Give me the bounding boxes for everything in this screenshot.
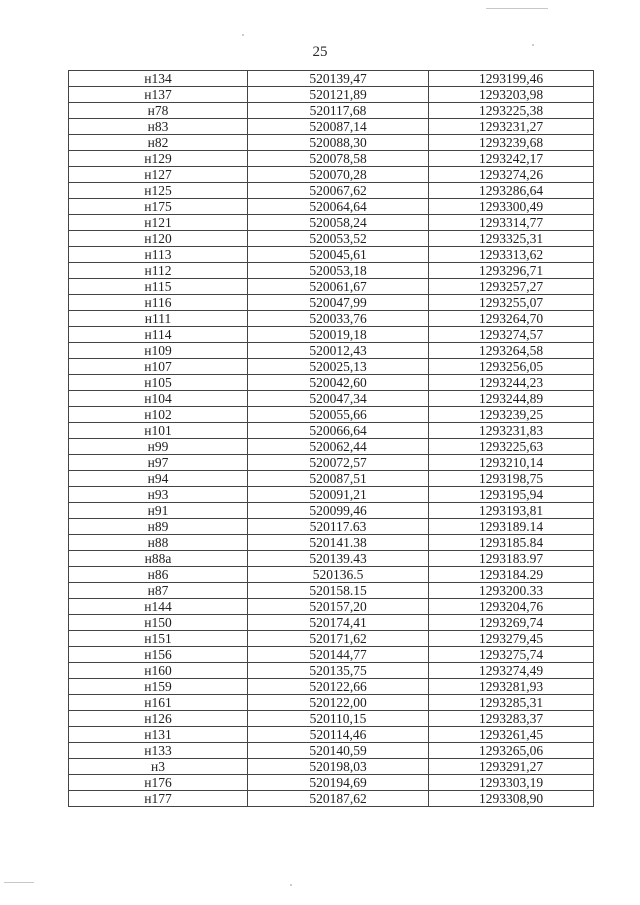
- point-number-cell: н94: [69, 471, 248, 487]
- x-coordinate-cell: 520171,62: [248, 631, 429, 647]
- x-coordinate-cell: 520121,89: [248, 87, 429, 103]
- y-coordinate-cell: 1293264,70: [429, 311, 594, 327]
- point-number-cell: н3: [69, 759, 248, 775]
- y-coordinate-cell: 1293244,89: [429, 391, 594, 407]
- y-coordinate-cell: 1293313,62: [429, 247, 594, 263]
- point-number-cell: н137: [69, 87, 248, 103]
- y-coordinate-cell: 1293242,17: [429, 151, 594, 167]
- y-coordinate-cell: 1293281,93: [429, 679, 594, 695]
- table-row: [69, 375, 594, 391]
- y-coordinate-cell: 1293279,45: [429, 631, 594, 647]
- x-coordinate-cell: 520062,44: [248, 439, 429, 455]
- x-coordinate-cell: 520047,34: [248, 391, 429, 407]
- table-row: [69, 551, 594, 567]
- point-number-cell: н127: [69, 167, 248, 183]
- x-coordinate-cell: 520135,75: [248, 663, 429, 679]
- point-number-cell: н160: [69, 663, 248, 679]
- y-coordinate-cell: 1293291,27: [429, 759, 594, 775]
- point-number-cell: н91: [69, 503, 248, 519]
- table-row: [69, 503, 594, 519]
- x-coordinate-cell: 520144,77: [248, 647, 429, 663]
- x-coordinate-cell: 520025,13: [248, 359, 429, 375]
- point-number-cell: н109: [69, 343, 248, 359]
- y-coordinate-cell: 1293285,31: [429, 695, 594, 711]
- x-coordinate-cell: 520099,46: [248, 503, 429, 519]
- table-row: [69, 487, 594, 503]
- point-number-cell: н177: [69, 791, 248, 807]
- x-coordinate-cell: 520033,76: [248, 311, 429, 327]
- y-coordinate-cell: 1293199,46: [429, 71, 594, 87]
- x-coordinate-cell: 520045,61: [248, 247, 429, 263]
- y-coordinate-cell: 1293231,83: [429, 423, 594, 439]
- y-coordinate-cell: 1293275,74: [429, 647, 594, 663]
- x-coordinate-cell: 520087,51: [248, 471, 429, 487]
- y-coordinate-cell: 1293325,31: [429, 231, 594, 247]
- table-row: [69, 759, 594, 775]
- y-coordinate-cell: 1293274,49: [429, 663, 594, 679]
- x-coordinate-cell: 520064,64: [248, 199, 429, 215]
- point-number-cell: н114: [69, 327, 248, 343]
- scan-artifact-top-right: [486, 8, 548, 9]
- page-number: 25: [312, 44, 328, 60]
- point-number-cell: н93: [69, 487, 248, 503]
- table-row: [69, 295, 594, 311]
- scan-artifact-dot: [290, 884, 292, 886]
- x-coordinate-cell: 520067,62: [248, 183, 429, 199]
- point-number-cell: н82: [69, 135, 248, 151]
- table-row: [69, 679, 594, 695]
- table-row: [69, 535, 594, 551]
- x-coordinate-cell: 520012,43: [248, 343, 429, 359]
- table-row: [69, 599, 594, 615]
- y-coordinate-cell: 1293256,05: [429, 359, 594, 375]
- table-row: [69, 119, 594, 135]
- y-coordinate-cell: 1293189.14: [429, 519, 594, 535]
- x-coordinate-cell: 520053,18: [248, 263, 429, 279]
- scan-artifact-dot: [242, 34, 244, 36]
- point-number-cell: н111: [69, 311, 248, 327]
- y-coordinate-cell: 1293303,19: [429, 775, 594, 791]
- y-coordinate-cell: 1293195,94: [429, 487, 594, 503]
- y-coordinate-cell: 1293257,27: [429, 279, 594, 295]
- point-number-cell: н151: [69, 631, 248, 647]
- table-row: [69, 87, 594, 103]
- table-row: [69, 199, 594, 215]
- x-coordinate-cell: 520122,66: [248, 679, 429, 695]
- x-coordinate-cell: 520110,15: [248, 711, 429, 727]
- point-number-cell: н78: [69, 103, 248, 119]
- x-coordinate-cell: 520061,67: [248, 279, 429, 295]
- point-number-cell: н156: [69, 647, 248, 663]
- y-coordinate-cell: 1293183.97: [429, 551, 594, 567]
- table-row: [69, 423, 594, 439]
- point-number-cell: н134: [69, 71, 248, 87]
- point-number-cell: н126: [69, 711, 248, 727]
- x-coordinate-cell: 520194,69: [248, 775, 429, 791]
- point-number-cell: н150: [69, 615, 248, 631]
- y-coordinate-cell: 1293193,81: [429, 503, 594, 519]
- table-row: [69, 775, 594, 791]
- y-coordinate-cell: 1293239,68: [429, 135, 594, 151]
- table-row: [69, 631, 594, 647]
- point-number-cell: н101: [69, 423, 248, 439]
- table-row: [69, 583, 594, 599]
- x-coordinate-cell: 520053,52: [248, 231, 429, 247]
- y-coordinate-cell: 1293308,90: [429, 791, 594, 807]
- x-coordinate-cell: 520088,30: [248, 135, 429, 151]
- x-coordinate-cell: 520078,58: [248, 151, 429, 167]
- x-coordinate-cell: 520117.63: [248, 519, 429, 535]
- y-coordinate-cell: 1293296,71: [429, 263, 594, 279]
- point-number-cell: н175: [69, 199, 248, 215]
- x-coordinate-cell: 520139.43: [248, 551, 429, 567]
- y-coordinate-cell: 1293274,26: [429, 167, 594, 183]
- x-coordinate-cell: 520187,62: [248, 791, 429, 807]
- table-row: [69, 343, 594, 359]
- point-number-cell: н97: [69, 455, 248, 471]
- table-row: [69, 711, 594, 727]
- x-coordinate-cell: 520072,57: [248, 455, 429, 471]
- point-number-cell: н120: [69, 231, 248, 247]
- x-coordinate-cell: 520141.38: [248, 535, 429, 551]
- x-coordinate-cell: 520019,18: [248, 327, 429, 343]
- y-coordinate-cell: 1293264,58: [429, 343, 594, 359]
- table-row: [69, 407, 594, 423]
- point-number-cell: н87: [69, 583, 248, 599]
- table-row: [69, 359, 594, 375]
- table-row: [69, 519, 594, 535]
- y-coordinate-cell: 1293185.84: [429, 535, 594, 551]
- x-coordinate-cell: 520087,14: [248, 119, 429, 135]
- table-row: [69, 567, 594, 583]
- x-coordinate-cell: 520158.15: [248, 583, 429, 599]
- x-coordinate-cell: 520157,20: [248, 599, 429, 615]
- table-row: [69, 215, 594, 231]
- point-number-cell: н129: [69, 151, 248, 167]
- y-coordinate-cell: 1293261,45: [429, 727, 594, 743]
- table-row: [69, 471, 594, 487]
- x-coordinate-cell: 520139,47: [248, 71, 429, 87]
- table-row: [69, 455, 594, 471]
- table-row: [69, 151, 594, 167]
- x-coordinate-cell: 520136.5: [248, 567, 429, 583]
- x-coordinate-cell: 520066,64: [248, 423, 429, 439]
- y-coordinate-cell: 1293198,75: [429, 471, 594, 487]
- y-coordinate-cell: 1293200.33: [429, 583, 594, 599]
- point-number-cell: н104: [69, 391, 248, 407]
- point-number-cell: н88а: [69, 551, 248, 567]
- table-row: [69, 663, 594, 679]
- table-row: [69, 247, 594, 263]
- y-coordinate-cell: 1293269,74: [429, 615, 594, 631]
- table-row: [69, 791, 594, 807]
- point-number-cell: н86: [69, 567, 248, 583]
- table-row: [69, 727, 594, 743]
- y-coordinate-cell: 1293300,49: [429, 199, 594, 215]
- table-row: [69, 311, 594, 327]
- y-coordinate-cell: 1293286,64: [429, 183, 594, 199]
- x-coordinate-cell: 520122,00: [248, 695, 429, 711]
- point-number-cell: н105: [69, 375, 248, 391]
- scan-artifact-bottom-left: [4, 882, 34, 883]
- y-coordinate-cell: 1293210,14: [429, 455, 594, 471]
- point-number-cell: н102: [69, 407, 248, 423]
- y-coordinate-cell: 1293283,37: [429, 711, 594, 727]
- y-coordinate-cell: 1293255,07: [429, 295, 594, 311]
- point-number-cell: н113: [69, 247, 248, 263]
- table-row: [69, 391, 594, 407]
- y-coordinate-cell: 1293225,63: [429, 439, 594, 455]
- table-row: [69, 279, 594, 295]
- x-coordinate-cell: 520070,28: [248, 167, 429, 183]
- y-coordinate-cell: 1293265,06: [429, 743, 594, 759]
- table-row: [69, 327, 594, 343]
- point-number-cell: н161: [69, 695, 248, 711]
- point-number-cell: н89: [69, 519, 248, 535]
- x-coordinate-cell: 520055,66: [248, 407, 429, 423]
- point-number-cell: н99: [69, 439, 248, 455]
- point-number-cell: н107: [69, 359, 248, 375]
- point-number-cell: н121: [69, 215, 248, 231]
- table-row: [69, 263, 594, 279]
- table-row: [69, 647, 594, 663]
- y-coordinate-cell: 1293204,76: [429, 599, 594, 615]
- table-row: [69, 183, 594, 199]
- y-coordinate-cell: 1293184.29: [429, 567, 594, 583]
- table-row: [69, 615, 594, 631]
- point-number-cell: н115: [69, 279, 248, 295]
- table-row: [69, 231, 594, 247]
- table-row: [69, 135, 594, 151]
- x-coordinate-cell: 520174,41: [248, 615, 429, 631]
- point-number-cell: н125: [69, 183, 248, 199]
- table-row: [69, 439, 594, 455]
- y-coordinate-cell: 1293225,38: [429, 103, 594, 119]
- y-coordinate-cell: 1293314,77: [429, 215, 594, 231]
- x-coordinate-cell: 520058,24: [248, 215, 429, 231]
- table-row: [69, 743, 594, 759]
- point-number-cell: н112: [69, 263, 248, 279]
- y-coordinate-cell: 1293244,23: [429, 375, 594, 391]
- point-number-cell: н144: [69, 599, 248, 615]
- point-number-cell: н88: [69, 535, 248, 551]
- table-row: [69, 695, 594, 711]
- point-number-cell: н116: [69, 295, 248, 311]
- x-coordinate-cell: 520091,21: [248, 487, 429, 503]
- table-row: [69, 167, 594, 183]
- point-number-cell: н176: [69, 775, 248, 791]
- point-number-cell: н131: [69, 727, 248, 743]
- point-number-cell: н83: [69, 119, 248, 135]
- y-coordinate-cell: 1293203,98: [429, 87, 594, 103]
- x-coordinate-cell: 520198,03: [248, 759, 429, 775]
- table-row: [69, 103, 594, 119]
- x-coordinate-cell: 520042,60: [248, 375, 429, 391]
- coordinates-table-body: [69, 71, 594, 807]
- x-coordinate-cell: 520047,99: [248, 295, 429, 311]
- coordinates-table: [68, 70, 594, 807]
- y-coordinate-cell: 1293239,25: [429, 407, 594, 423]
- y-coordinate-cell: 1293274,57: [429, 327, 594, 343]
- y-coordinate-cell: 1293231,27: [429, 119, 594, 135]
- table-row: [69, 71, 594, 87]
- point-number-cell: н133: [69, 743, 248, 759]
- point-number-cell: н159: [69, 679, 248, 695]
- x-coordinate-cell: 520114,46: [248, 727, 429, 743]
- x-coordinate-cell: 520140,59: [248, 743, 429, 759]
- x-coordinate-cell: 520117,68: [248, 103, 429, 119]
